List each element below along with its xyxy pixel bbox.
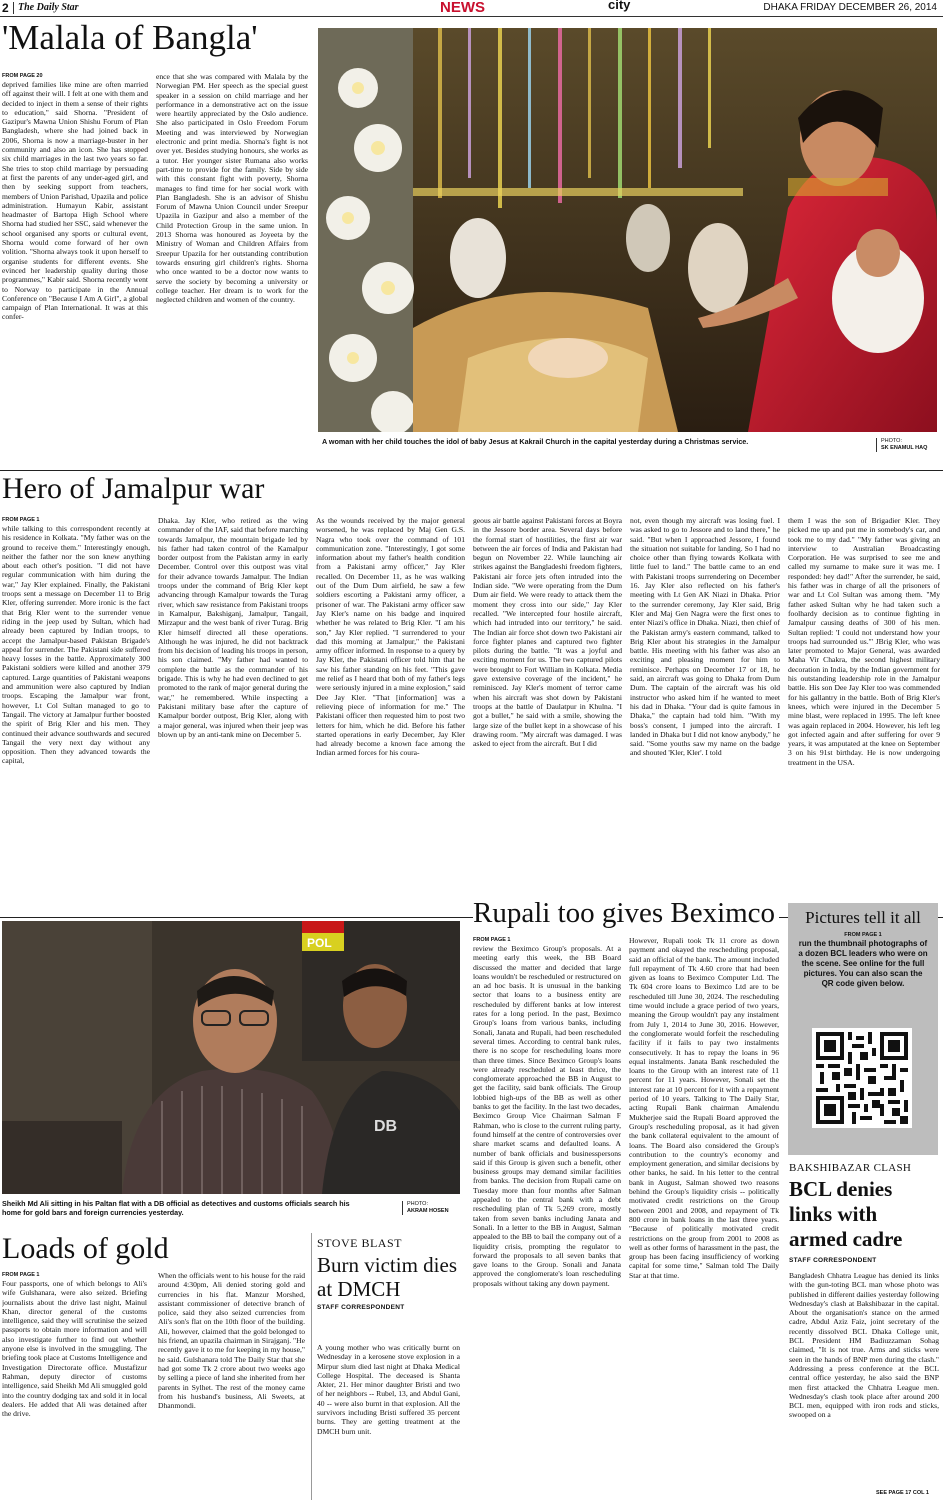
pictures-title: Pictures tell it all [805, 908, 921, 927]
section-label: NEWS [440, 0, 485, 16]
rupali-from: FROM PAGE 1 [473, 937, 511, 943]
malala-column-1 [2, 72, 148, 462]
paper-name: The Daily Star [18, 2, 79, 13]
gold-column-1 [2, 1271, 147, 1500]
pictures-body: run the thumbnail photographs of a dozen BCL leaders who were on the scene. See online for the full pictures. You can also scan the QR code given below. [798, 938, 928, 988]
gold-photo-image [2, 921, 460, 1194]
bcl-text: Bangladesh Chhatra League has denied its links with the gun-toting BCL man whose photo was published in different dailies yesterday following Wednesday's clash at Bakshibazar in the capital. About the organisation's stance on the armed cadre, Abdul Aziz Faiz, joint secretary of the recently dissolved BCL Dhaka College unit, BCL President HM Badiuzzaman Sohag claimed, "It is not true. Arms and sticks were seen in the hands of BNP men during the clash." Addressing a press conference at the BCL central office yesterday, he also said the BNP men first attacked the Chhatra League men. Wednesday's clash took place after around 200 BCL men, equipped with iron rods and sticks, swooped on a [789, 1271, 939, 1420]
gold-from: FROM PAGE 1 [2, 1272, 40, 1278]
page-number: 2 [2, 1, 9, 15]
hero-column-6 [788, 516, 940, 912]
malala-from: FROM PAGE 20 [2, 73, 43, 79]
qr-code-image [816, 1032, 908, 1124]
bcl-byline: STAFF CORRESPONDENT [789, 1257, 877, 1264]
malala-column-2 [156, 72, 308, 462]
rupali-column-1 [473, 936, 621, 1500]
stove-byline: STAFF CORRESPONDENT [317, 1304, 405, 1311]
bcl-jump: SEE PAGE 17 COL 1 [876, 1490, 929, 1496]
pictures-box [788, 903, 938, 1155]
stove-body [317, 1343, 460, 1500]
hero-text-3: As the wounds received by the major general worsened, he was replaced by Maj Gen G.S. Nagra who took over the command of 101 communication zone. "Interestingly, I got some information about my father's health condition from a Pakistani army officer," Jay Kler recalled. On December 11, as he was walking out of the Dum Dum airfield, he saw a few soldiers escorting a Pakistani army officer, a prisoner of war. The Pakistani army officer saw Jay Kler's name on his badge and inquired whether he was related to Brig Kler. "I am his son," Jay Kler replied. "I surrendered to your dad this morning at Jamalpur," the Pakistani army officer informed. In response to a query by Jay Kler, the Pakistani officer told him that he saw his father standing on his feet. "This gave me relief as I heard that both of my father's legs were seriously injured in a mine explosion," said Dee Jay Kler. "That [information] was a relieving piece of information for me." The Pakistani officer then requested him to post two letters for him, which he did. Before his father started operations in early December, Jay Kler had already become a known face among the Indian armed forces for his coura- [316, 516, 465, 758]
hero-column-1 [2, 516, 150, 912]
bcl-kicker: BAKSHIBAZAR CLASH [789, 1162, 912, 1174]
gold-credit-label: PHOTO: [407, 1201, 428, 1207]
hero-from: FROM PAGE 1 [2, 517, 40, 523]
christmas-credit-label: PHOTO: [881, 438, 902, 444]
masthead [0, 0, 943, 17]
gold-headline: Loads of gold [2, 1232, 169, 1265]
hero-text-1: while talking to this correspondent recently at his residence in Kolkata. "My father was on the ground to receive them." Interestingly enough, neither the father nor the son knew anything about each other's position. "I did not have regular communication with him during the war," Jay Kler explained. Finally, the Pakistani troops sent a message on December 11 to Brig Kler, offering surrender. More ironic is the fact that Brig Kler went to the surrender venue riding in the jeep used by Sultan, which had already been captured by Indian troops, to accept the Jamalpur-based Pakistan Brigade's appeal for surrender. The Pakistani side suffered heavy losses in the battle. Approximately 300 Pakistani soldiers were killed and another 379 captured. Large quantities of Pakistani weapons and ammunition were also captured by Indian troops. Escaping the Jamalpur war front, however, Lt Col Sultan managed to go to Tangail. The victory at Jamalpur further boosted the spirit of Brig Kler and his men. They continued their advance southwards and secured Tangail the very next day without any opposition. Then they advanced towards the capital, [2, 524, 150, 766]
malala-headline: 'Malala of Bangla' [2, 18, 258, 57]
divider-1 [0, 470, 943, 471]
qr-code [812, 1028, 912, 1128]
bcl-headline: BCL denies links with armed cadre [789, 1177, 903, 1251]
stove-text: A young mother who was critically burnt on Wednesday in a kerosene stove explosion in a Mirpur slum died last night at Dhaka Medical College Hospital. The deceased is Shanta Akter, 21. Her minor daughter Bristi and two of her neighbors -- Rubel, 13, and Abdul Gani, 40 -- were also burnt in that explosion. All the survivors including Bristi suffered 35 percent burns. They are getting treatment at the DMCH burn unit. [317, 1343, 460, 1436]
gold-photo [2, 921, 460, 1194]
hero-column-2 [158, 516, 308, 912]
hero-column-4 [473, 516, 622, 912]
dateline: DHAKA FRIDAY DECEMBER 26, 2014 [763, 2, 937, 13]
stove-kicker: STOVE BLAST [317, 1236, 402, 1250]
hero-column-3 [316, 516, 465, 912]
malala-text-2: ence that she was compared with Malala by the Norwegian PM. Her speech as the special guest speaker in a session on child marriage and her performance in a demonstrative act on the issue were heartily appreciated by the Oslo audience. She also participated in Oslo Freedom Forum Meeting and was interviewed by Norwegian electronic and print media. Shorna's fight is not over yet. Besides studying honours, she works as a tutor. Her younger sister Rumana also works part-time to provide for the family. Side by side with this constant fight with poverty, Shorna manages to find time for her social work with Plan Bangladesh. She is an advisor of Shishu Forum of Mawna Union Council under Sreepur Upazila in Gazipur and also a member of the Child Protection Group in the same union. In 2013 Shorna was honoured as Joyeeta by the Ministry of Woman and Children Affairs from Sreepur Upazila for her outstanding contribution towards ensuring girl children's rights. Shorna who once wanted to be a doctor now wants to serve the society by becoming a university or college teacher. Her dream is to work for the neglected children and women of the country. [156, 72, 308, 305]
hero-text-5: not, even though my aircraft was losing fuel. I was asked to go to Jessore and to land there," he said. "But when I approached Jessore, I found the situation not suitable for landing. So I had no choice other than flying towards Kolkata with little fuel to land." The battle came to an end with Pakistani troops surrendering on December 16. Jay Kler also reflected on his father's meeting with Lt Gen AK Niazi in Dhaka. Prior to the surrender ceremony, Jay Kler said, Brig Kler and Maj Gen Nagra were the first ones to enter Niazi's office in Dhaka. Niazi, then chief of the Pakistan army's eastern command, talked to Brig Kler about his strategies in the Jamalpur battle. His meeting with his father was also an exciting and pleasing moment for him to reminisce. Perhaps on December 17 or 18, he said, an aircraft was going to Dhaka from Dum Dum. The captain of the aircraft was his old instructor who asked him if he wanted to meet his dad in Dhaka. "Your dad is quite famous in Dhaka," the captain had told him. "With my boss's consent, I jumped into the aircraft. I landed in Dhaka but I did not know anybody," he said. "Some youths saw my name on the badge and shouted 'Kler, Kler'. I told [630, 516, 780, 758]
christmas-credit [876, 438, 927, 452]
gold-credit [402, 1201, 449, 1215]
pictures-from: FROM PAGE 1 [844, 931, 882, 938]
gold-caption: Sheikh Md Ali sitting in his Paltan flat with a DB official as detectives and customs officials search his home for gold bars and foreign currencies yesterday. [2, 1199, 350, 1217]
police-sign-text: POL [307, 936, 332, 950]
rupali-headline: Rupali too gives Beximco [473, 898, 779, 928]
hero-text-4: geous air battle against Pakistani forces at Boyra in the Jessore border area. Several days before the formal start of hostilities, the first air war between the air forces of India and Pakistan had begun on November 22. While launching air strikes against the Bangladeshi freedom fighters, Pakistani air force jets often intruded into the Indian side. "We were operating from the Dum Dum air field. We were ready to attack them the moment they cross into our side," Jay Kler recalled. "We intercepted four hostile aircraft, which had intruded into our territory," he said. The Indian air force shot down two Pakistani air force fighter planes and captured two fighter pilots during the battle. "It was a joyful and exciting moment for us. The two captured pilots were brought to Fort William in Kolkata. Media gave extensive coverage of the incident," he reminisced. Jay Kler's moment of terror came when his aircraft was shot down by Pakistani troops at the battle of Daulatpur in Khulna. "I got a bullet," he said with a smile, showing the large size of the bullet kept in a showcase of his drawing room. "My aircraft was damaged. I was asked to eject from the aircraft. But I did [473, 516, 622, 749]
rupali-text-1: review the Beximco Group's proposals. At a meeting early this week, the BB Board discussed the matter and decided that large loans wouldn't be rescheduled or restructured on an ad hoc basis. It is unusual in the banking sector that loans to a business entity are rescheduled by different banks at low interest rates for a long period. In the past, Beximco Group's loans from various banks, including Sonali, Janata and Rupali, had been rescheduled several times. According to central bank rules, there is no scope for rescheduling loans more than three times. Since Beximco Group's loans were already rescheduled at least thrice, the conglomerate approached the BB in August to get the facility, said bank officials. The Group lobbied high-ups of the BB as well as other banks to get the facility. In the last two decades, Beximco Group Vice Chairman Salman F Rahman, who is close to the current ruling party, found himself at the centre of controversies over share market scams and defaulted loans. A number of bank officials and businesspersons said if this Group is given such a benefit, other business groups may demand similar facilities from banks. The decision from Rupali came on Tuesday more than four months after Salman appealed to the central bank with a debt rescheduling plan of Tk 5,269 crore, mostly taken from seven banks including Janata and Sonali. In a letter to the BB in August, Salman appealed to the BB to bail the company out of a liquidity crisis, prompting the regulator to forward the proposals to all seven banks that gave loans to the Group. Sonali and Janata approved the conglomerate's loan rescheduling proposals without taking any down payment. [473, 944, 621, 1288]
bcl-column [789, 1271, 939, 1489]
gold-text-1: Four passports, one of which belongs to Ali's wife Gulshanara, were also seized. Briefing journalists about the drive last night, Mainul Khan, director general of the customs intelligence, said they will scrutinise the seized passports to obtain more information and will also investigate further to find out whether anyone else is involved in the smuggling. The briefing took place at Customs Intelligence and Investigation Directorate office. Mustafizur Rahman, deputy director of customs intelligence, said Sheikh Md Ali smuggled gold into the country dodging tax and sold it in local dealers. He added that Ali was detained after the drive. [2, 1279, 147, 1419]
christmas-credit-name: SK ENAMUL HAQ [881, 445, 928, 451]
subsection-label: city [608, 0, 631, 12]
hero-column-5 [630, 516, 780, 912]
christmas-photo [318, 28, 937, 432]
masthead-divider [13, 2, 14, 14]
gold-credit-name: AKRAM HOSEN [407, 1208, 449, 1214]
stove-box [311, 1233, 463, 1500]
hero-headline: Hero of Jamalpur war [2, 472, 265, 505]
stove-headline: Burn victim dies at DMCH [317, 1253, 457, 1301]
rupali-column-2 [629, 936, 779, 1500]
malala-text-1: deprived families like mine are often married off against their will. I felt at one with them and decided to inject in them a sense of their rights to education," said Shorna. "President of Gazipur's Mawna Union Shishu Forum of Plan Bangladesh, where she had joined back in 2006, Shorna is now a marriage-buster in her community and also an icon. She has stopped six child marriages in the last two years so far. She tries to stop child marriage by persuading at first the parents of any under-aged girl, and then by seeking support from teachers, members of Union Parishad, Upazila and police administration. Humayun Kabir, assistant headmaster of Bartopa High School where Shorna had studied her SSC, said whenever the school organised any sports or cultural event, Shorna would come forward of her own volition. "Shorna always took it upon herself to organise students for different events. She evinced her leadership quality during those programmes," Kabir said. Shorna recently went to Norway to participate in the Annual Conference on "Because I Am A Girl", a global campaign of Plan International. It was at this confer- [2, 80, 148, 322]
hero-text-2: Dhaka. Jay Kler, who retired as the wing commander of the IAF, said that before marching towards Jamalpur, the mountain brigade led by his father had taken control of the Kamalpur border outpost from the Pakistan army in early December. Control over this outpost was vital for their advance towards Jamalpur. The Indian troops under the command of Brig Kler kept advancing through Kamalpur towards the Turag river, which saw resistance from Pakistani troops in Kamalpur, Bakshiganj, Jamalpur, Tangail, Mirzapur and the west bank of river Turag. Brig Kler himself directed all these operations. Although he was injured, he did not backtrack from his decision of leading his troops in person, his son claimed. "My father had wanted to complete the battle as the commander of his brigade. This is why he had even declined to get promoted to the rank of major general during the war," he remembered. While inspecting a Pakistani military base after the capture of Kamalpur border outpost, Brig Kler, along with a major general, was injured when their jeep was blown up by an anti-tank mine on December 5. [158, 516, 308, 739]
gold-column-2 [158, 1271, 305, 1500]
christmas-photo-image [318, 28, 937, 432]
rupali-text-2: However, Rupali took Tk 11 crore as down payment and okayed the rescheduling proposal, said an official of the bank. The amount included full repayment of Tk 4.60 crore that had been given as loans to Beximco Computer Ltd. The Tk 604 crore loans to Beximco Ltd are to be rescheduled till June 30, 2024. The rescheduling time would include a grace period of two years, meaning the Group wouldn't pay any instalment from July 1, 2014 to June 30, 2016. However, the conglomerate would forfeit the rescheduling facility if it fails to pay two instalments consecutively. It has to repay the loans in 96 equal instalments. Janata Bank rescheduled the loans to the Group with an interest rate of 11 percent for 11 years. However, Sonali set the interest rate at 10 percent for it with a repayment period of 10 years. Talking to The Daily Star, acting Rupali Bank chairman Amalendu Mukherjee said the Rupali Board approved the Group's rescheduling proposal, as it had given the bank collateral equivalent to the amount of loans. The Board also considered the Group's contribution to the country's economy and employment generation, and similar decisions by other banks, he said. In his letter to the central bank in August, Salman showed two reasons behind the Group's liquidity crisis -- politically motivated credit restrictions on the Group between 2001 and 2008, and repayment of Tk 800 crore in bank loans in the last three years. "Because of politically motivated credit restrictions on the group from 2001 to 2008 as well as other forms of harassment in the past, the group has been facing insufficiency of working capital for some time," Salman told The Daily Star at that time. [629, 936, 779, 1280]
christmas-caption: A woman with her child touches the idol of baby Jesus at Kakrail Church in the capital yesterday during a Christmas service. [322, 437, 749, 446]
db-vest-text: DB [374, 1118, 398, 1135]
hero-text-6: them I was the son of Brigadier Kler. They picked me up and put me in somebody's car, and took me to my dad." "My father was giving an interview to Australian Broadcasting Corporation. He was surprised to see me and called my surname to make sure it was me. I responded: hey dad!" After the surrender, he said, his father was in charge of all the prisoners of war and Lt Col Sultan was among them. "My father asked Sultan why he had taken such a foolhardy decision as to continue fighting in Jamalpur causing deaths of 300 of his men. Sultan replied: 'I could not understand how your troops had surrounded us.'" JBrig Kler, who was later promoted to Major General, was awarded Maha Vir Chakra, the second highest military decoration in India, by the Indian government for his outstanding leadership role in the Jamalpur battle. His son Dee Jay Kler too was commended for his gallantry in the battle. Both of Brig Kler's knees, which were injured in the December 5 mine blast, were replaced in 1995. The left knee was again replaced in 2004. However, his left leg got infected again and after suffering for over 9 years, it was amputated at the knee on September 3 on his 91st birthday. He is now undergoing treatment in the USA. [788, 516, 940, 767]
gold-text-2: When the officials went to his house for the raid around 4:30pm, Ali denied storing gold and currencies in his flat. Manzur Morshed, assistant commissioner of detective branch of police, said they also seized currencies from Ali's son's flat on the 10th floor of the building. Ali, however, claimed that the gold belonged to his friend, an upazila chairman in Sirajganj. "He recently gave it to me for keeping in my house," he said. Gulshanara told The Daily Star that she had got some Tk 2 crore about two weeks ago by selling a piece of land she inherited from her parents in Sylhet. The rest of the money came from his husband's business, Ali Sweets, at Dhanmondi. [158, 1271, 305, 1411]
